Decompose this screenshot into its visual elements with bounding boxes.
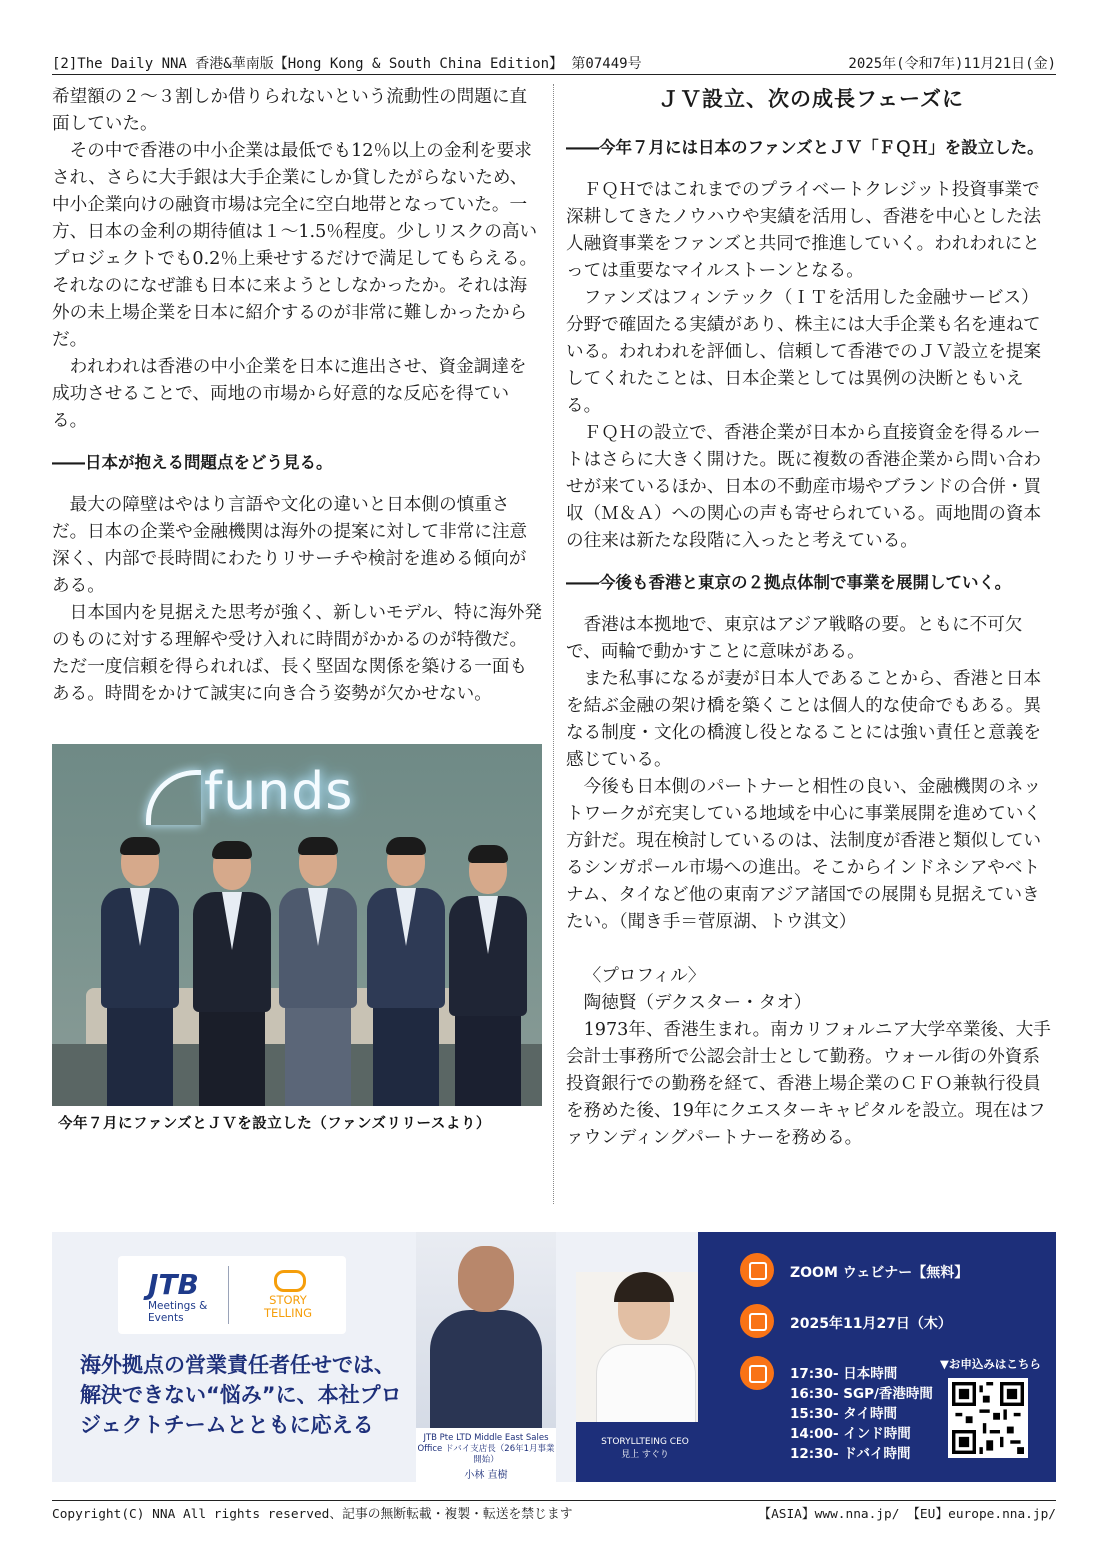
paragraph: 日本国内を見据えた思考が強く、新しいモデル、特に海外発のものに対する理解や受け入れに時間がかかるのが特徴だ。ただ一度信頼を得られれば、長く堅固な関係を築ける一面もある。時間をかけて誠実に向き合う姿勢が欠かせない。	[52, 603, 542, 704]
column-divider	[553, 84, 554, 1204]
ad-headline: 海外拠点の営業責任者任せでは、解決できない“悩み”に、本社プロジェクトチームとともに応える	[80, 1353, 402, 1437]
photo-caption: 今年７月にファンズとＪＶを設立した（ファンズリリースより）	[58, 1116, 491, 1132]
profile-title: 〈プロフィル〉	[583, 966, 706, 986]
person-figure	[100, 840, 180, 1106]
person-figure	[448, 848, 528, 1106]
paragraph: 希望額の２～３割しか借りられないという流動性の問題に直面していた。	[52, 87, 528, 134]
calendar-icon	[740, 1304, 774, 1338]
clock-icon	[740, 1356, 774, 1390]
paragraph: また私事になるが妻が日本人であることから、香港と日本を結ぶ金融の架け橋を築くことは個人的な使命でもある。異なる制度・文化の橋渡し役となることには強い責任と意義を感じている。	[566, 669, 1042, 770]
paragraph: 香港は本拠地で、東京はアジア戦略の要。ともに不可欠で、両輪で動かすことに意味がある。	[566, 615, 1023, 662]
speaker-2-name: 見上 すぐり	[621, 1450, 669, 1460]
neon-sign-text: funds	[204, 762, 354, 822]
paragraph: ファンズはフィンテック（ＩＴを活用した金融サービス）分野で確固たる実績があり、株主には大手企業も名を連ねている。われわれを評価し、信頼して香港でのＪＶ設立を提案してくれたことは、日本企業としては異例の決断ともいえる。	[566, 288, 1042, 416]
article-left-column	[52, 84, 542, 708]
article-right-column	[566, 84, 1056, 1152]
paragraph: ＦＱＨの設立で、香港企業が日本から直接資金を得るルートはさらに大きく開けた。既に複数の香港企業から問い合わせが来ているほか、日本の不動産市場やブランドの合併・買収（Ｍ＆Ａ）への関心の声も寄せられている。両地間の資本の往来は新たな段階に入ったと考えている。	[566, 423, 1042, 551]
qr-code-icon	[952, 1382, 1024, 1454]
event-time: 12:30- ドバイ時間	[790, 1446, 911, 1462]
footer-copyright: Copyright(C) NNA All rights reserved、記事の無断転載・複製・転送を禁じます	[52, 1507, 573, 1522]
event-times	[790, 1364, 933, 1464]
jtb-logo: JTB	[148, 1268, 199, 1301]
event-date: 2025年11月27日（木）	[790, 1316, 952, 1332]
profile-text: 1973年、香港生まれ。南カリフォルニア大学卒業後、大手会計士事務所で公認会計士として勤務。ウォール街の外資系投資銀行での勤務を経て、香港上場企業のＣＦＯ兼執行役員を務めた後、19年にクエスターキャピタルを設立。現在はファウンディングパートナーを務める。	[566, 1020, 1051, 1148]
page-header	[52, 52, 1056, 75]
speaker-2-caption	[576, 1422, 714, 1482]
article-photo	[52, 744, 542, 1106]
header-date: 2025年(令和7年)11月21日(金)	[848, 56, 1056, 72]
storytelling-logo-icon	[274, 1270, 306, 1292]
qr-code[interactable]	[948, 1378, 1028, 1458]
interview-question: ――日本が抱える問題点をどう見る。	[52, 453, 333, 472]
interview-question: ――今後も香港と東京の２拠点体制で事業を展開していく。	[566, 573, 1012, 592]
speaker-1-name: 小林 直樹	[464, 1470, 508, 1481]
speaker-2-title: STORYLLTEING CEO	[601, 1437, 689, 1447]
advertisement-banner[interactable]	[52, 1232, 1056, 1482]
paragraph: その中で香港の中小企業は最低でも12％以上の金利を要求され、さらに大手銀は大手企業にしか貸したがらないため、中小企業向けの融資市場は完全に空白地帯となっていた。一方、日本の金利の期待値は１～1.5％程度。少しリスクの高いプロジェクトでも0.2％上乗せするだけで満足してもらえる。それなのになぜ誰も日本に来ようとしなかったか。それは海外の未上場企業を日本に紹介するのが非常に難しかったからだ。	[52, 141, 538, 350]
storytelling-logo: STORY TELLING	[263, 1293, 312, 1320]
page-footer	[52, 1500, 1056, 1521]
header-publication: [2]The Daily NNA 香港&華南版【Hong Kong & South China Edition】 第07449号	[52, 56, 642, 72]
event-time: 15:30- タイ時間	[790, 1406, 898, 1422]
speaker-1-photo	[416, 1232, 556, 1428]
speaker-1	[416, 1232, 556, 1482]
event-type: ZOOM ウェビナー【無料】	[790, 1265, 969, 1281]
speaker-2	[576, 1272, 714, 1482]
person-figure	[366, 840, 446, 1106]
event-time: 16:30- SGP/香港時間	[790, 1386, 933, 1402]
interview-question: ――今年７月には日本のファンズとＪＶ「ＦＱＨ」を設立した。	[566, 138, 1044, 157]
speaker-2-photo	[576, 1272, 714, 1422]
paragraph: ＦＱＨではこれまでのプライベートクレジット投資事業で深耕してきたノウハウや実績を活用し、香港を中心とした法人融資事業をファンズと共同で推進していく。われわれにとっては重要なマイルストーンとなる。	[566, 180, 1042, 281]
person-figure	[278, 840, 358, 1106]
speaker-1-title: JTB Pte LTD Middle East Sales Office ドバイ支店長（26年1月事業開始）	[417, 1433, 555, 1465]
event-time: 17:30- 日本時間	[790, 1366, 898, 1382]
paragraph: 最大の障壁はやはり言語や文化の違いと日本側の慎重さだ。日本の企業や金融機関は海外の提案に対して非常に注意深く、内部で長時間にわたりリサーチや検討を進める傾向がある。	[52, 495, 528, 596]
apply-label: ▼お申込みはこちら	[940, 1357, 1041, 1371]
person-figure	[192, 844, 272, 1106]
event-time: 14:00- インド時間	[790, 1426, 911, 1442]
speaker-1-caption	[416, 1428, 556, 1482]
paragraph: われわれは香港の中小企業を日本に進出させ、資金調達を成功させることで、両地の市場から好意的な反応を得ている。	[52, 357, 527, 431]
profile-name: 陶徳賢（デクスター・タオ）	[583, 993, 812, 1013]
logo-divider	[228, 1266, 229, 1324]
section-heading: ＪＶ設立、次の成長フェーズに	[658, 87, 964, 111]
paragraph: 今後も日本側のパートナーと相性の良い、金融機関のネットワークが充実している地域を中心に事業展開を進めていく方針だ。現在検討しているのは、法制度が香港と類似しているシンガポール市場への進出。そこからインドネシアやベトナム、タイなど他の東南アジア諸国での展開も見据えていきたい。（聞き手＝菅原湖、トウ淇文）	[566, 777, 1042, 932]
funds-logo-icon	[146, 770, 201, 825]
footer-links[interactable]: 【ASIA】www.nna.jp/ 【EU】europe.nna.jp/	[758, 1507, 1056, 1522]
monitor-icon	[740, 1253, 774, 1287]
jtb-logo-subtitle: Meetings & Events	[148, 1300, 208, 1324]
